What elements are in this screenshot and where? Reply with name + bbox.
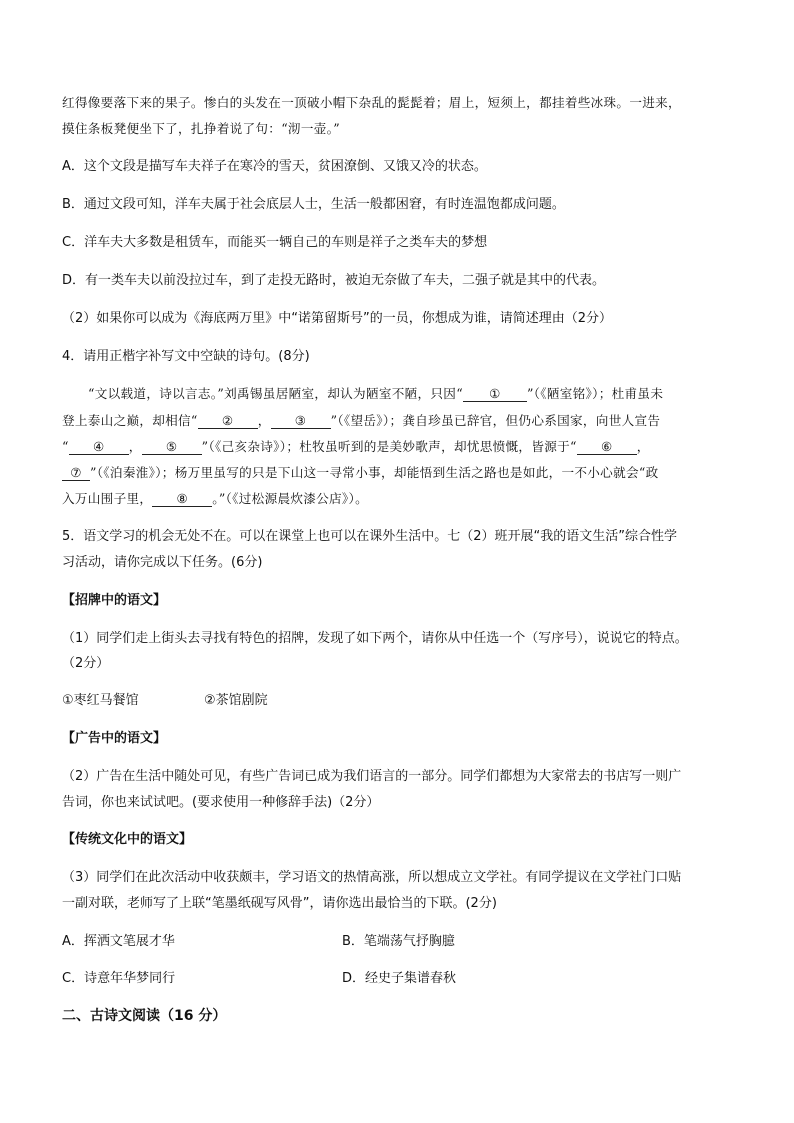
- blank-6: ⑥: [577, 439, 637, 455]
- blank-5: ⑤: [142, 439, 202, 455]
- sign-option-2: ②茶馆剧院: [204, 693, 268, 708]
- q3-option-c: C．洋车夫大多数是租赁车，而能买一辆自己的车则是祥子之类车夫的梦想: [62, 235, 488, 250]
- sign-option-1: ①枣红马餐馆: [62, 693, 139, 708]
- couplet-option-d: D．经史子集谱春秋: [342, 971, 457, 986]
- blank-3: ③: [271, 413, 331, 429]
- blank-4: ④: [69, 439, 129, 455]
- blank-1: ①: [463, 386, 527, 402]
- q4-title: 4．请用正楷字补写文中空缺的诗句。(8分): [62, 349, 310, 364]
- q5-title-line-2: 习活动，请你完成以下任务。(6分): [62, 555, 263, 570]
- q4-line-3: “ ④ ， ⑤ ”（《己亥杂诗》）；杜牧虽听到的是美妙歌声，却忧思愤慨，皆源于“ ⑥ ，: [62, 439, 650, 454]
- blank-7: ⑦: [62, 465, 90, 481]
- passage-line-2: 摸住条板凳便坐下了，扎挣着说了句：“沏一壶。”: [62, 121, 340, 136]
- couplet-option-a: A．挥洒文笔展才华: [62, 934, 175, 949]
- q5-title-line-1: 5．语文学习的机会无处不在。可以在课堂上也可以在课外生活中。七（2）班开展“我的语文生活”综合性学: [62, 529, 678, 544]
- couplet-option-c: C．诗意年华梦同行: [62, 971, 176, 986]
- q4-line-2: 登上泰山之巅，却相信“ ② ， ③ ”（《望岳》）；龚自珍虽已辞官，但仍心系国家，向世人宣告: [62, 413, 661, 428]
- passage-line-1: 红得像要落下来的果子。惨白的头发在一顶破小帽下杂乱的髭髭着；眉上，短须上，都挂着些冰珠。一进来，: [62, 95, 681, 110]
- q5-3-line-1: （3）同学们在此次活动中收获颇丰，学习语文的热情高涨，所以想成立文学社。有同学提议在文学社门口贴: [62, 870, 682, 885]
- q5-1-line-2: （2分）: [62, 656, 110, 671]
- q5-1-line-1: （1）同学们走上街头去寻找有特色的招牌，发现了如下两个，请你从中任选一个（写序号），说说它的特点。: [62, 631, 688, 646]
- q5-2-line-1: （2）广告在生活中随处可见，有些广告词已成为我们语言的一部分。同学们都想为大家常去的书店写一则广: [62, 769, 682, 784]
- section-advertisement-heading: 【广告中的语文】: [62, 731, 167, 746]
- q5-2-line-2: 告词，你也来试试吧。(要求使用一种修辞手法)（2分）: [62, 795, 380, 810]
- couplet-option-b: B．笔端荡气抒胸臆: [342, 934, 455, 949]
- q4-line-4: ⑦ ”（《泊秦淮》）；杨万里虽写的只是下山这一寻常小事，却能悟到生活之路也是如此，一不小心就会“政: [62, 462, 659, 481]
- q3-subquestion-2: （2）如果你可以成为《海底两万里》中“诺第留斯号”的一员，你想成为谁，请简述理由（2分）: [62, 311, 613, 326]
- blank-8: ⑧: [152, 491, 212, 507]
- q4-line-5: 入万山围子里， ⑧ 。”（《过松源晨炊漆公店》）。: [62, 491, 369, 506]
- section-culture-heading: 【传统文化中的语文】: [62, 832, 193, 847]
- q3-option-a: A．这个文段是描写车夫祥子在寒冷的雪天，贫困潦倒、又饿又冷的状态。: [62, 159, 487, 174]
- q3-option-d: D．有一类车夫以前没拉过车，到了走投无路时，被迫无奈做了车夫，二强子就是其中的代表。: [62, 273, 606, 288]
- q5-3-line-2: 一副对联，老师写了上联“笔墨纸砚写风骨”，请你选出最恰当的下联。(2分): [62, 896, 497, 911]
- section-signboard-heading: 【招牌中的语文】: [62, 593, 167, 608]
- section-2-heading: 二、古诗文阅读（16 分）: [62, 1008, 227, 1024]
- blank-2: ②: [198, 413, 258, 429]
- q4-line-1: “文以载道，诗以言志。”刘禹锡虽居陋室，却认为陋室不陋，只因“ ① ”（《陋室铭》）；杜甫虽未: [88, 386, 664, 401]
- q3-option-b: B．通过文段可知，洋车夫属于社会底层人士，生活一般都困窘，有时连温饱都成问题。: [62, 197, 565, 212]
